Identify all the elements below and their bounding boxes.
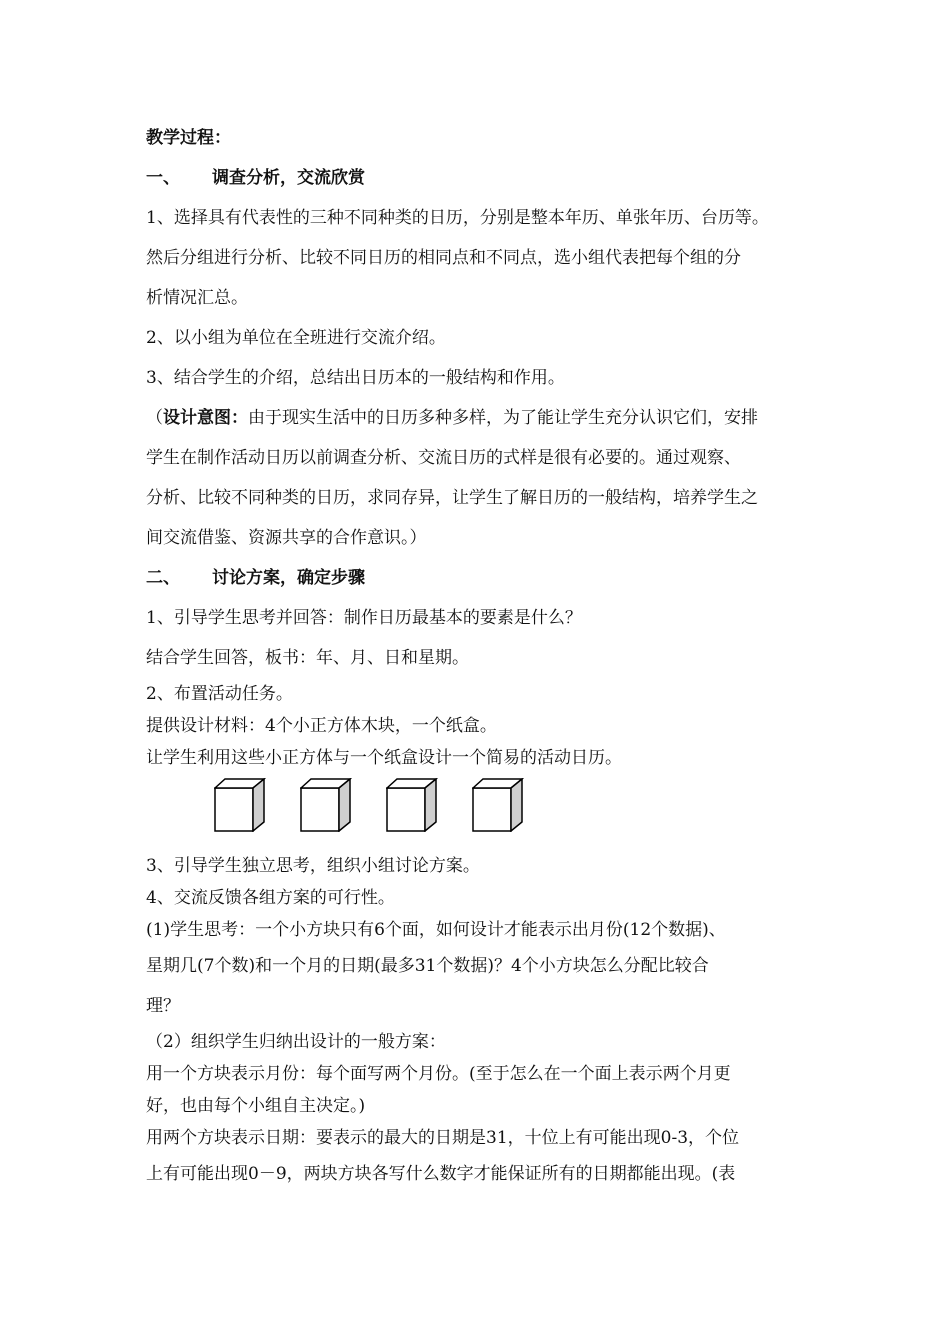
paragraph-line: 3、结合学生的介绍，总结出日历本的一般结构和作用。 bbox=[146, 368, 565, 388]
page-title: 教学过程： bbox=[146, 128, 231, 148]
paragraph-line: 提供设计材料：4个小正方体木块，一个纸盒。 bbox=[146, 716, 497, 736]
design-note-label: 设计意图： bbox=[163, 408, 248, 428]
paragraph-line: 上有可能出现0－9，两块方块各写什么数字才能保证所有的日期都能出现。(表 bbox=[146, 1164, 736, 1184]
section-number: 二、 bbox=[146, 568, 180, 588]
cube-illustration bbox=[146, 774, 816, 850]
document-page bbox=[146, 118, 816, 1194]
paragraph-line: 好，也由每个小组自主决定。) bbox=[146, 1096, 366, 1116]
paragraph-line: 4、交流反馈各组方案的可行性。 bbox=[146, 888, 395, 908]
paragraph-line: 3、引导学生独立思考，组织小组讨论方案。 bbox=[146, 856, 480, 876]
cube-icon bbox=[214, 778, 266, 832]
paragraph-line: 然后分组进行分析、比较不同日历的相同点和不同点，选小组代表把每个组的分 bbox=[146, 248, 741, 268]
paragraph-line: 1、引导学生思考并回答：制作日历最基本的要素是什么？ bbox=[146, 608, 582, 628]
section-number: 一、 bbox=[146, 168, 180, 188]
design-note-line: 间交流借鉴、资源共享的合作意识。） bbox=[146, 528, 427, 548]
paragraph-line: 用两个方块表示日期：要表示的最大的日期是31，十位上有可能出现0-3，个位 bbox=[146, 1128, 740, 1148]
section-heading-1 bbox=[146, 158, 816, 198]
paragraph-line: 让学生利用这些小正方体与一个纸盒设计一个简易的活动日历。 bbox=[146, 748, 622, 768]
paragraph-line: 2、以小组为单位在全班进行交流介绍。 bbox=[146, 328, 446, 348]
paragraph-line: (1)学生思考：一个小方块只有6个面，如何设计才能表示出月份(12个数据)、 bbox=[146, 920, 726, 940]
cube-icon bbox=[386, 778, 438, 832]
section-title: 讨论方案，确定步骤 bbox=[212, 568, 365, 588]
paragraph-line: 用一个方块表示月份：每个面写两个月份。(至于怎么在一个面上表示两个月更 bbox=[146, 1064, 731, 1084]
paragraph-line: 结合学生回答，板书：年、月、日和星期。 bbox=[146, 648, 469, 668]
paragraph-line: （2）组织学生归纳出设计的一般方案： bbox=[146, 1032, 446, 1052]
cube-icon bbox=[300, 778, 352, 832]
design-note-line: 学生在制作活动日历以前调查分析、交流日历的式样是很有必要的。通过观察、 bbox=[146, 448, 741, 468]
design-note-text: 由于现实生活中的日历多种多样，为了能让学生充分认识它们，安排 bbox=[248, 408, 758, 428]
section-title: 调查分析，交流欣赏 bbox=[212, 168, 365, 188]
design-note-line: 分析、比较不同种类的日历，求同存异，让学生了解日历的一般结构，培养学生之 bbox=[146, 488, 758, 508]
paragraph-line: 2、布置活动任务。 bbox=[146, 684, 293, 704]
note-paren: （ bbox=[146, 408, 163, 428]
paragraph-line: 1、选择具有代表性的三种不同种类的日历，分别是整本年历、单张年历、台历等。 bbox=[146, 208, 769, 228]
paragraph-line: 析情况汇总。 bbox=[146, 288, 248, 308]
paragraph-line: 星期几(7个数)和一个月的日期(最多31个数据)？4个小方块怎么分配比较合 bbox=[146, 956, 709, 976]
design-note-line bbox=[146, 398, 816, 438]
cube-icon bbox=[472, 778, 524, 832]
section-heading-2 bbox=[146, 558, 816, 598]
paragraph-line: 理？ bbox=[146, 996, 180, 1016]
